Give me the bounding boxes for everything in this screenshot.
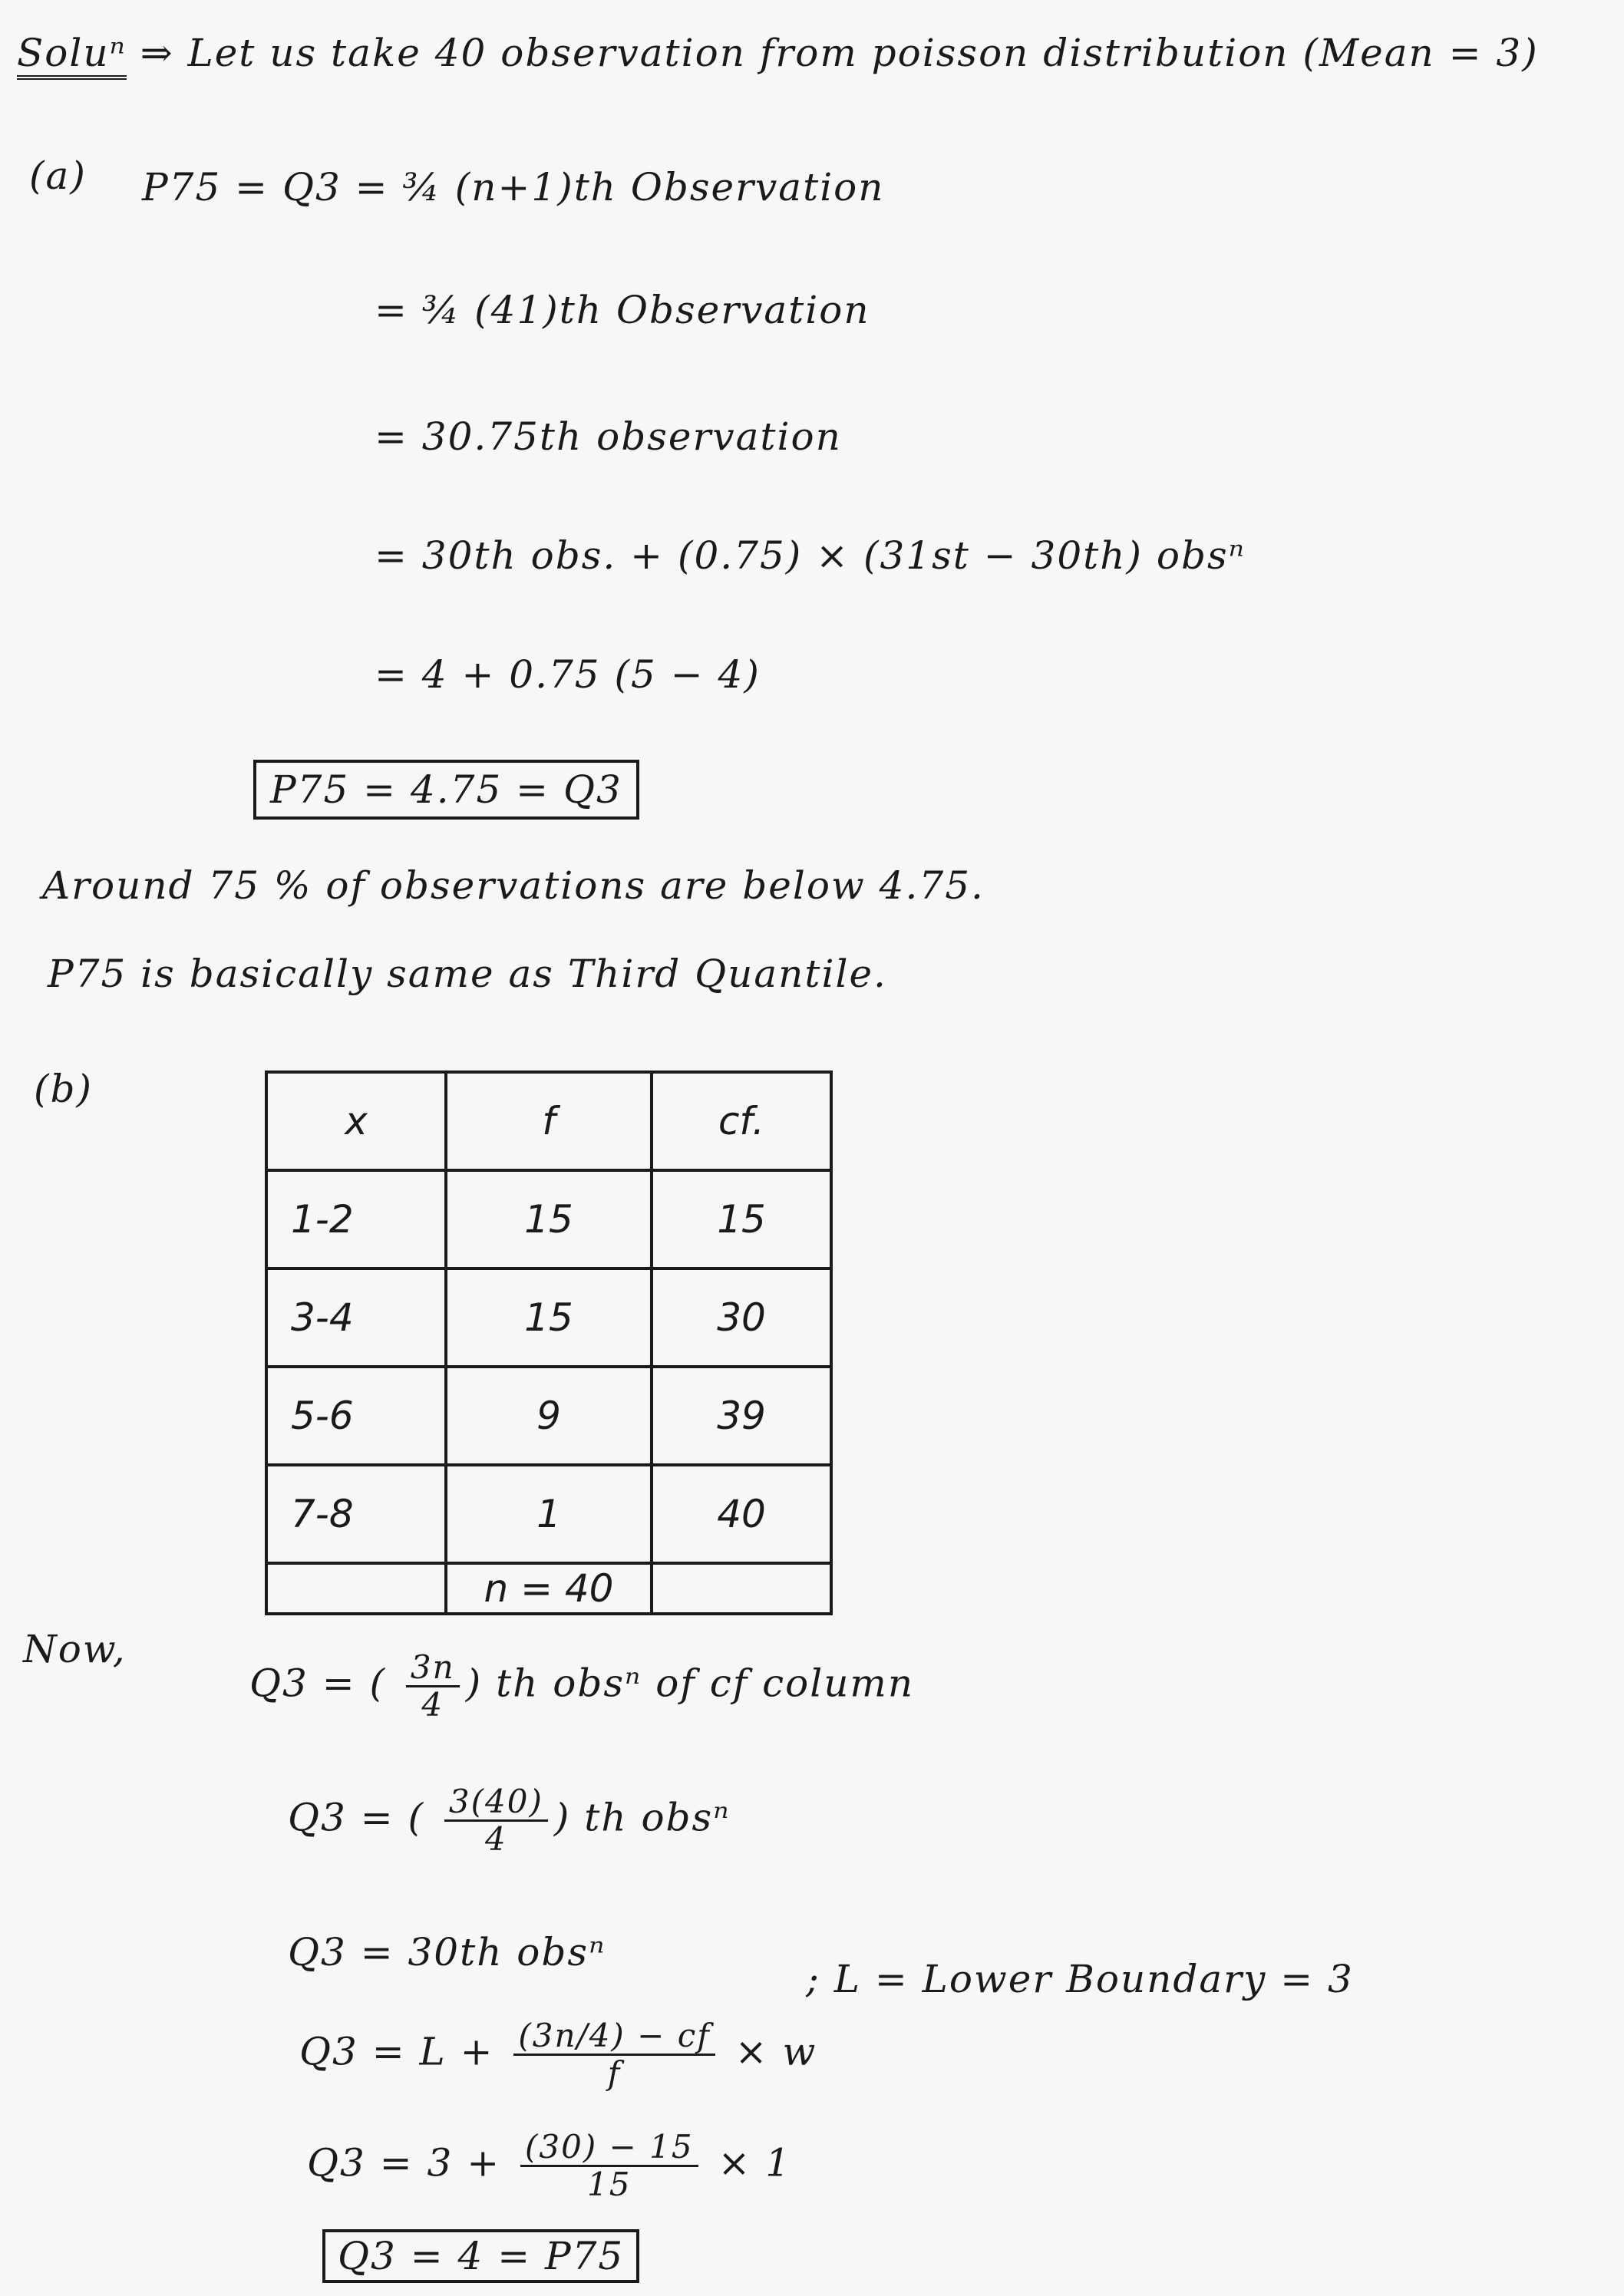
q3-substituted [307, 2129, 791, 2202]
q3-line2-lhs: Q3 [288, 1795, 347, 1840]
cell-x: 5-6 [266, 1367, 446, 1465]
part-a-note2: P75 is basically same as Third Quantile. [48, 952, 887, 996]
fraction-denominator: 15 [587, 2166, 632, 2204]
cell-cf: 39 [652, 1367, 831, 1465]
cell-x: 7-8 [266, 1465, 446, 1563]
q3-substituted-fraction [520, 2129, 698, 2202]
heading [17, 31, 1539, 75]
col-header-f: f [446, 1072, 652, 1170]
q3-formula [299, 2018, 817, 2091]
fraction-numerator: 3n [406, 1650, 460, 1687]
part-a-step5: = 4 + 0.75 (5 − 4) [375, 652, 761, 697]
cell-cf: 30 [652, 1268, 831, 1367]
part-b-label: (b) [34, 1067, 94, 1111]
fraction-denominator: 4 [485, 1820, 507, 1859]
cell-x: 1-2 [266, 1170, 446, 1268]
table-total-row [266, 1563, 831, 1614]
fraction-denominator: f [607, 2054, 622, 2093]
cell-cf: 15 [652, 1170, 831, 1268]
table-header-row [266, 1072, 831, 1170]
q3-line1-lhs: Q3 [249, 1661, 309, 1706]
table-row [266, 1465, 831, 1563]
lower-boundary-note: ; L = Lower Boundary = 3 [806, 1957, 1354, 2001]
table-row [266, 1367, 831, 1465]
now-label: Now, [23, 1627, 127, 1671]
final-result: Q3 = 4 = P75 [322, 2229, 639, 2283]
q3-line1: Q3 = ( $\frac{3n}{4}$ ) th obsⁿ of cf column [249, 1648, 915, 1724]
part-a-step3: = 30.75th observation [375, 414, 842, 459]
cell-f: 9 [446, 1367, 652, 1465]
q3-line3: Q3 = 30th obsⁿ [288, 1930, 606, 1974]
part-a-step2: = ¾ (41)th Observation [375, 288, 870, 332]
part-a-step1: P75 = Q3 = ¾ (n+1)th Observation [142, 165, 885, 209]
fraction-numerator: (30) − 15 [520, 2129, 698, 2167]
q3-line2-fraction [444, 1784, 548, 1857]
cell-f: 15 [446, 1170, 652, 1268]
heading-text: ⇒ Let us take 40 observation from poisson distribution (Mean = 3) [140, 31, 1539, 75]
part-a-result: P75 = 4.75 = Q3 [253, 760, 639, 820]
q3-substituted-tail: × 1 [718, 2140, 792, 2185]
q3-line1-rest: th obsⁿ of cf column [496, 1661, 915, 1706]
fraction-denominator: 4 [421, 1686, 444, 1724]
q3-line2-rest: th obsⁿ [584, 1795, 731, 1840]
q3-substituted-lhs: Q3 = 3 + [307, 2140, 501, 2185]
frequency-table [265, 1070, 833, 1615]
cell-cf: 40 [652, 1465, 831, 1563]
solution-label: Soluⁿ [17, 31, 127, 80]
part-a-label: (a) [29, 153, 87, 198]
cell-f: 1 [446, 1465, 652, 1563]
cell-empty [266, 1563, 446, 1614]
part-a-step4: = 30th obs. + (0.75) × (31st − 30th) obsⁿ [375, 533, 1246, 578]
q3-formula-fraction [513, 2018, 715, 2091]
cell-x: 3-4 [266, 1268, 446, 1367]
q3-formula-lhs: Q3 = L + [299, 2029, 494, 2074]
part-a-note1: Around 75 % of observations are below 4.75. [42, 863, 985, 908]
fraction-numerator: (3n/4) − cf [513, 2018, 715, 2056]
fraction-numerator: 3(40) [444, 1784, 548, 1822]
table-row [266, 1268, 831, 1367]
cell-empty [652, 1563, 831, 1614]
q3-line2: Q3 = ( $\frac{3(40)}{4}$ ) th obsⁿ [288, 1783, 731, 1859]
q3-formula-tail: × w [734, 2029, 817, 2074]
col-header-cf: cf. [652, 1072, 831, 1170]
cell-f: 15 [446, 1268, 652, 1367]
q3-line1-fraction [406, 1650, 460, 1723]
table-row [266, 1170, 831, 1268]
col-header-x: x [266, 1072, 446, 1170]
cell-total-n: n = 40 [446, 1563, 652, 1614]
